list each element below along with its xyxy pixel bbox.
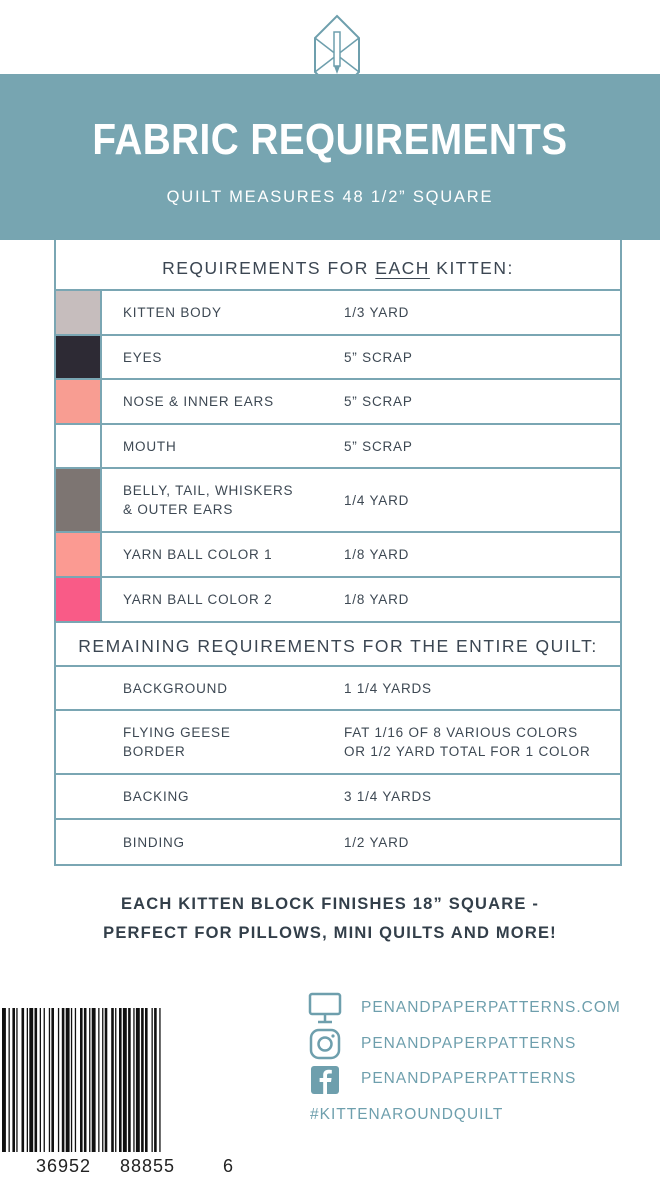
fabric-amount: 5” SCRAP (344, 349, 413, 365)
barcode-bar (98, 1008, 99, 1152)
table-row (56, 380, 620, 425)
barcode-bar (75, 1008, 76, 1152)
barcode-bar (44, 1008, 45, 1152)
fabric-name: YARN BALL COLOR 2 (123, 592, 273, 607)
facebook-icon (308, 1063, 342, 1097)
barcode-bar (58, 1008, 59, 1152)
barcode-bar (152, 1008, 153, 1152)
barcode-bar (141, 1008, 144, 1152)
barcode-bar (40, 1008, 41, 1152)
barcode-bar (115, 1008, 116, 1152)
color-swatch (56, 291, 102, 334)
fabric-name: YARN BALL COLOR 1 (123, 547, 273, 562)
barcode-bar (62, 1008, 65, 1152)
fabric-amount: FAT 1/16 OF 8 VARIOUS COLORS OR 1/2 YARD TOTAL FOR 1 COLOR (344, 725, 591, 759)
barcode-bar (16, 1008, 17, 1152)
table-row (56, 578, 620, 623)
barcode-bar (35, 1008, 38, 1152)
table-row (56, 711, 620, 775)
computer-monitor-icon (308, 991, 342, 1025)
barcode-bar (105, 1008, 108, 1152)
header-banner (0, 74, 660, 240)
barcode-bar (84, 1008, 87, 1152)
kitten-section-heading: REQUIREMENTS FOR EACH KITTEN: (56, 240, 620, 291)
color-swatch (56, 336, 102, 378)
fabric-name: FLYING GEESE BORDER (123, 725, 231, 759)
fabric-amount: 1/8 YARD (344, 592, 410, 607)
barcode-check-digit: 6 (223, 1156, 235, 1176)
barcode-bar (89, 1008, 90, 1152)
instagram-icon (308, 1027, 342, 1061)
barcode-bar (111, 1008, 114, 1152)
barcode-bar (22, 1008, 25, 1152)
website-link[interactable]: PENANDPAPERPATTERNS.COM (361, 999, 621, 1016)
barcode-bar (49, 1008, 50, 1152)
barcode-bar (145, 1008, 148, 1152)
instagram-link[interactable]: PENANDPAPERPATTERNS (361, 1035, 577, 1052)
barcode-digits-1: 36952 (36, 1156, 92, 1176)
table-row (56, 820, 620, 864)
barcode-bar (2, 1008, 6, 1152)
barcode-bar (133, 1008, 134, 1152)
facebook-link[interactable]: PENANDPAPERPATTERNS (361, 1070, 577, 1087)
table-row (56, 533, 620, 578)
fabric-name: NOSE & INNER EARS (123, 394, 274, 409)
color-swatch (56, 469, 102, 531)
fabric-name: EYES (123, 349, 163, 365)
page-subtitle: QUILT MEASURES 48 1/2” SQUARE (166, 188, 494, 206)
color-swatch (56, 380, 102, 423)
barcode-bar (154, 1008, 157, 1152)
barcode-bar (128, 1008, 131, 1152)
barcode-bar (102, 1008, 103, 1152)
page-title: FABRIC REQUIREMENTS (92, 115, 568, 164)
fabric-amount: 1/3 YARD (344, 305, 410, 320)
table-row (56, 775, 620, 820)
table-row (56, 469, 620, 533)
quilt-section-heading: REMAINING REQUIREMENTS FOR THE ENTIRE QUILT: (56, 623, 620, 667)
fabric-name: BELLY, TAIL, WHISKERS & OUTER EARS (123, 483, 294, 517)
fabric-requirements-table (54, 240, 622, 866)
fabric-amount: 5” SCRAP (344, 394, 413, 409)
barcode-bar (66, 1008, 70, 1152)
fabric-name: MOUTH (123, 438, 177, 454)
fabric-amount: 1 1/4 YARDS (344, 680, 432, 696)
color-swatch (56, 425, 102, 467)
barcode-bar (27, 1008, 28, 1152)
barcode-bar (92, 1008, 96, 1152)
barcode-bar (29, 1008, 33, 1152)
barcode-bar (136, 1008, 140, 1152)
barcode-bar (12, 1008, 15, 1152)
fabric-amount: 3 1/4 YARDS (344, 789, 432, 804)
hashtag-text: #KITTENAROUNDQUILT (310, 1106, 504, 1123)
barcode-digits-2: 88855 (120, 1156, 176, 1176)
barcode-bar (71, 1008, 72, 1152)
table-row (56, 291, 620, 336)
fabric-name: KITTEN BODY (123, 305, 222, 320)
barcode-bar (159, 1008, 160, 1152)
barcode-bar (123, 1008, 127, 1152)
fabric-name: BINDING (123, 834, 185, 850)
barcode-bar (119, 1008, 122, 1152)
fabric-amount: 1/8 YARD (344, 547, 410, 562)
color-swatch (56, 533, 102, 576)
color-swatch (56, 578, 102, 621)
fabric-amount: 1/4 YARD (344, 492, 410, 508)
barcode-bar (80, 1008, 83, 1152)
fabric-amount: 1/2 YARD (344, 834, 410, 850)
table-row (56, 336, 620, 380)
barcode-bar (51, 1008, 54, 1152)
fabric-name: BACKGROUND (123, 680, 228, 696)
table-row (56, 667, 620, 711)
barcode-bar (9, 1008, 10, 1152)
barcode-image (0, 1000, 236, 1152)
table-row (56, 425, 620, 469)
fabric-amount: 5” SCRAP (344, 438, 413, 454)
block-size-note: EACH KITTEN BLOCK FINISHES 18” SQUARE - PERFECT FOR PILLOWS, MINI QUILTS AND MORE! (103, 895, 557, 942)
fabric-name: BACKING (123, 789, 190, 804)
